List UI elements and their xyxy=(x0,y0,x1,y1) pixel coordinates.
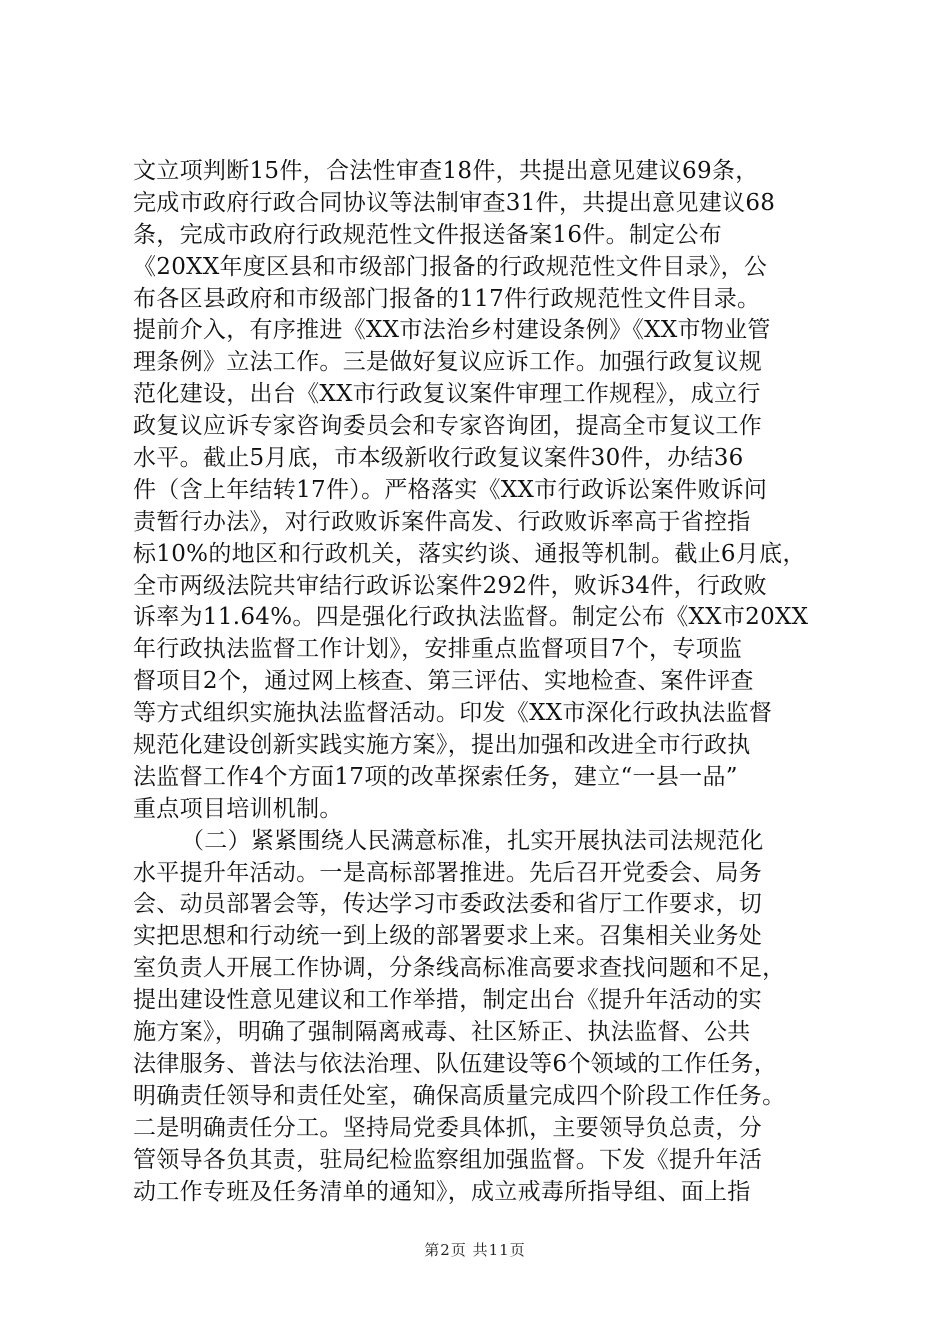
text-line-19: 规范化建设创新实践实施方案》，提出加强和改进全市行政执 xyxy=(133,732,751,759)
text-line-16: 年行政执法监督工作计划》，安排重点监督项目7个，专项监 xyxy=(133,636,743,663)
text-line-20: 法监督工作4个方面17项的改革探索任务，建立“一县一品” xyxy=(133,763,738,790)
text-line-8: 范化建设，出台《XX市行政复议案件审理工作规程》，成立行 xyxy=(133,381,761,408)
text-line-24: 会、动员部署会等，传达学习市委政法委和省厅工作要求，切 xyxy=(133,891,763,918)
text-line-5: 布各区县政府和市级部门报备的117件行政规范性文件目录。 xyxy=(133,285,761,312)
text-line-2: 完成市政府行政合同协议等法制审查31件，共提出意见建议68 xyxy=(133,189,776,216)
text-line-7: 理条例》立法工作。三是做好复议应诉工作。加强行政复议规 xyxy=(133,349,763,376)
text-line-25: 实把思想和行动统一到上级的部署要求上来。召集相关业务处 xyxy=(133,923,763,950)
page-number-footer: 第2页 共11页 xyxy=(424,1241,526,1259)
text-line-12: 责暂行办法》，对行政败诉案件高发、行政败诉率高于省控指 xyxy=(133,508,751,535)
text-line-23: 水平提升年活动。一是高标部署推进。先后召开党委会、局务 xyxy=(133,859,763,886)
text-line-10: 水平。截止5月底，市本级新收行政复议案件30件，办结36 xyxy=(133,445,744,472)
text-line-4: 《20XX年度区县和市级部门报备的行政规范性文件目录》，公 xyxy=(133,253,768,280)
text-line-11: 件（含上年结转17件）。严格落实《XX市行政诉讼案件败诉问 xyxy=(133,476,768,503)
text-line-30: 明确责任领导和责任处室，确保高质量完成四个阶段工作任务。 xyxy=(133,1082,786,1109)
text-line-13: 标10%的地区和行政机关，落实约谈、通报等机制。截止6月底， xyxy=(133,540,806,567)
text-line-33: 动工作专班及任务清单的通知》，成立戒毒所指导组、面上指 xyxy=(133,1178,751,1205)
text-line-18: 等方式组织实施执法监督活动。印发《XX市深化行政执法监督 xyxy=(133,700,773,727)
text-line-28: 施方案》，明确了强制隔离戒毒、社区矫正、执法监督、公共 xyxy=(133,1019,751,1046)
text-line-1: 文立项判断15件，合法性审查18件，共提出意见建议69条， xyxy=(133,158,759,184)
text-line-32: 管领导各负其责，驻局纪检监察组加强监督。下发《提升年活 xyxy=(133,1146,763,1173)
text-line-15: 诉率为11.64%。四是强化行政执法监督。制定公布《XX市20XX xyxy=(133,604,809,631)
text-line-9: 政复议应诉专家咨询委员会和专家咨询团，提高全市复议工作 xyxy=(133,413,763,440)
text-line-31: 二是明确责任分工。坚持局党委具体抓，主要领导负总责，分 xyxy=(133,1114,763,1141)
body-text xyxy=(133,156,833,1208)
text-line-29: 法律服务、普法与依法治理、队伍建设等6个领域的工作任务， xyxy=(133,1050,778,1077)
text-line-6: 提前介入，有序推进《XX市法治乡村建设条例》《XX市物业管 xyxy=(133,317,771,344)
text-line-27: 提出建设性意见建议和工作举措，制定出台《提升年活动的实 xyxy=(133,987,763,1014)
text-line-3: 条，完成市政府行政规范性文件报送备案16件。制定公布 xyxy=(133,221,723,248)
section-heading-line: （二）紧紧围绕人民满意标准，扎实开展执法司法规范化 xyxy=(181,827,764,854)
text-line-21: 重点项目培训机制。 xyxy=(133,795,343,822)
text-line-17: 督项目2个，通过网上核查、第三评估、实地检查、案件评查 xyxy=(133,668,754,695)
text-line-26: 室负责人开展工作协调，分条线高标准高要求查找问题和不足， xyxy=(133,955,786,982)
text-line-14: 全市两级法院共审结行政诉讼案件292件，败诉34件，行政败 xyxy=(133,572,767,599)
